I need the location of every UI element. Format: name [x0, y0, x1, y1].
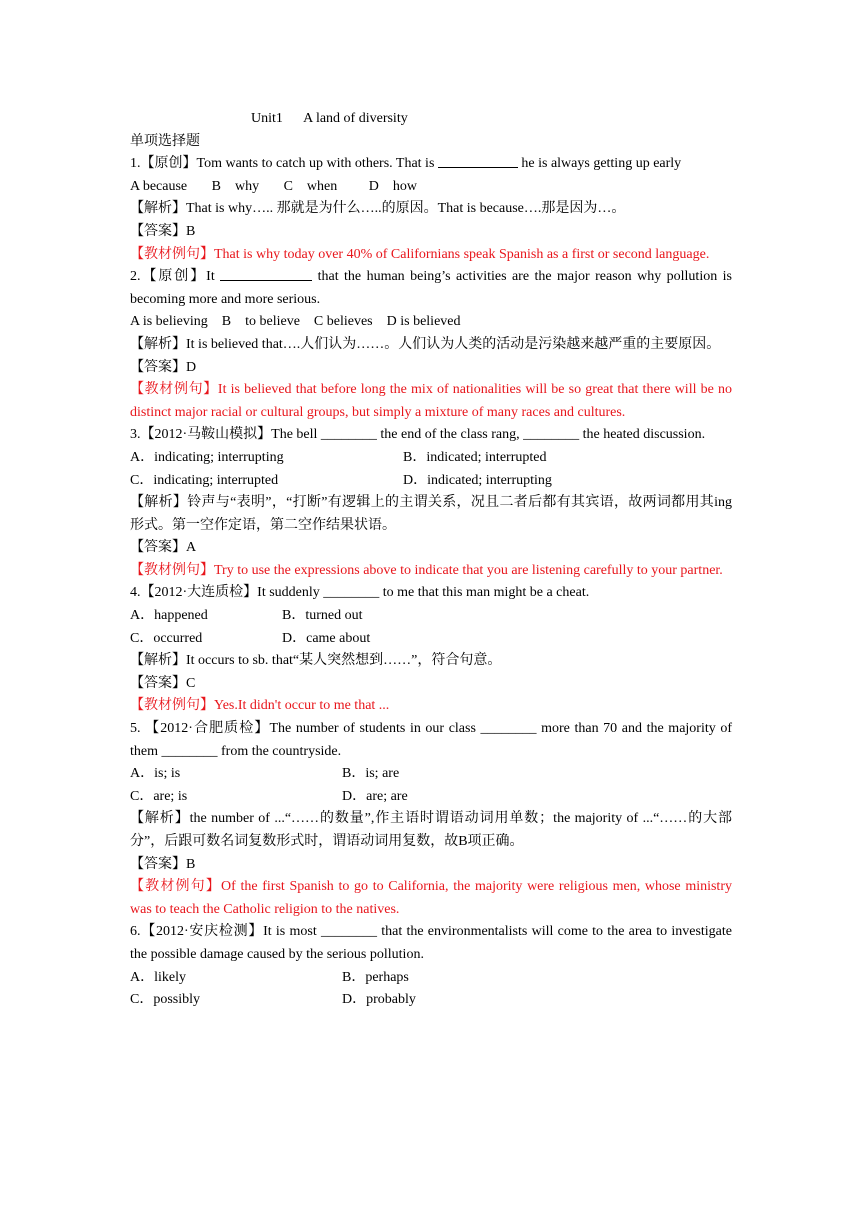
option-d: D．came about: [282, 630, 371, 646]
option-d: D．are; are: [342, 788, 408, 804]
question-1-prefix: 1.【原创】Tom wants to catch up with others. That is: [130, 156, 438, 172]
option-a: A．happened: [130, 608, 208, 624]
option-a: A．is; is: [130, 766, 181, 782]
option-b: B．is; are: [342, 766, 400, 782]
option-c: C．are; is: [130, 788, 188, 804]
question-4-analysis: 【解析】It occurs to sb. that“某人突然想到……”，符合句意。: [130, 653, 502, 669]
question-3-example: 【教材例句】Try to use the expressions above to indicate that you are listening carefully to your partner.: [130, 562, 723, 578]
question-2-analysis: 【解析】It is believed that….人们认为……。人们认为人类的活动是污染越来越严重的主要原因。: [130, 336, 721, 352]
question-2-answer: 【答案】D: [130, 359, 197, 375]
question-1-analysis: 【解析】That is why….. 那就是为什么…..的原因。That is because….那是因为…。: [130, 201, 626, 217]
question-3-answer: 【答案】A: [130, 540, 197, 556]
question-5-options-row-2: [130, 786, 732, 809]
question-1-options: A because B why C when D how: [130, 178, 417, 194]
question-2-options: A is believing B to believe C believes D is believed: [130, 314, 461, 330]
option-c: C．indicating; interrupted: [130, 472, 279, 488]
question-4-options-row-1: [130, 605, 732, 628]
option-d: D．indicated; interrupting: [403, 472, 552, 488]
question-1-suffix: he is always getting up early: [517, 156, 682, 172]
option-b: B．perhaps: [342, 969, 409, 985]
question-5-answer: 【答案】B: [130, 856, 196, 872]
question-5-analysis: 【解析】the number of ...“……的数量”,作主语时谓语动词用单数；the majority of ...“……的大部分”，后跟可数名词复数形式时，谓语动词用复数，故B项正确。: [130, 811, 732, 849]
question-6-options-row-1: [130, 967, 732, 990]
question-2-prefix: 2.【原创】It: [130, 269, 221, 285]
question-3-stem: 3.【2012·马鞍山模拟】The bell ________ the end of the class rang, ________ the heated discussion.: [130, 427, 706, 443]
question-1-answer: 【答案】B: [130, 223, 196, 239]
question-5-stem: 5. 【2012·合肥质检】The number of students in our class ________ more than 70 and the majority of them ________ from the countryside.: [130, 721, 732, 759]
section-heading: 单项选择题: [130, 133, 200, 149]
answer-blank: [438, 153, 518, 168]
question-3-options-row-2: [130, 470, 732, 493]
answer-blank: [220, 266, 312, 281]
question-1-example: 【教材例句】That is why today over 40% of Californians speak Spanish as a first or second language.: [130, 246, 710, 262]
question-5-options-row-1: [130, 763, 732, 786]
question-4-example: 【教材例句】Yes.It didn't occur to me that ...: [130, 698, 390, 714]
question-6-options-row-2: [130, 989, 732, 1012]
document-page: [130, 108, 732, 1012]
question-4-options-row-2: [130, 628, 732, 651]
question-4-stem: 4.【2012·大连质检】It suddenly ________ to me that this man might be a cheat.: [130, 585, 590, 601]
question-3-options-row-1: [130, 447, 732, 470]
option-c: C．possibly: [130, 992, 201, 1008]
option-a: A．indicating; interrupting: [130, 449, 284, 465]
question-4-answer: 【答案】C: [130, 675, 196, 691]
option-b: B．turned out: [282, 608, 363, 624]
question-2-example: 【教材例句】It is believed that before long the mix of nationalities will be so great that there will be no distinct major racial or cultural groups, but simply a mixture of many races and cultures.: [130, 382, 732, 420]
question-5-example: 【教材例句】Of the first Spanish to go to California, the majority were religious men, whose ministry was to teach the Catholic religion to the natives.: [130, 879, 732, 917]
option-a: A．likely: [130, 969, 186, 985]
question-6-stem: 6.【2012·安庆检测】It is most ________ that the environmentalists will come to the area to investigate the possible damage caused by the serious pollution.: [130, 924, 732, 962]
question-1-stem: [130, 153, 732, 176]
page-title: Unit1 A land of diversity: [251, 111, 408, 126]
question-3-analysis: 【解析】铃声与“表明”，“打断”有逻辑上的主谓关系，况且二者后都有其宾语，故两词都用其ing形式。第一空作定语，第二空作结果状语。: [130, 495, 732, 533]
question-2-suffix: that the human being’s activities are the major reason why pollution is becoming more and more serious.: [130, 269, 732, 307]
option-d: D．probably: [342, 992, 416, 1008]
option-b: B．indicated; interrupted: [403, 449, 547, 465]
question-2-stem: [130, 266, 732, 311]
option-c: C．occurred: [130, 630, 203, 646]
